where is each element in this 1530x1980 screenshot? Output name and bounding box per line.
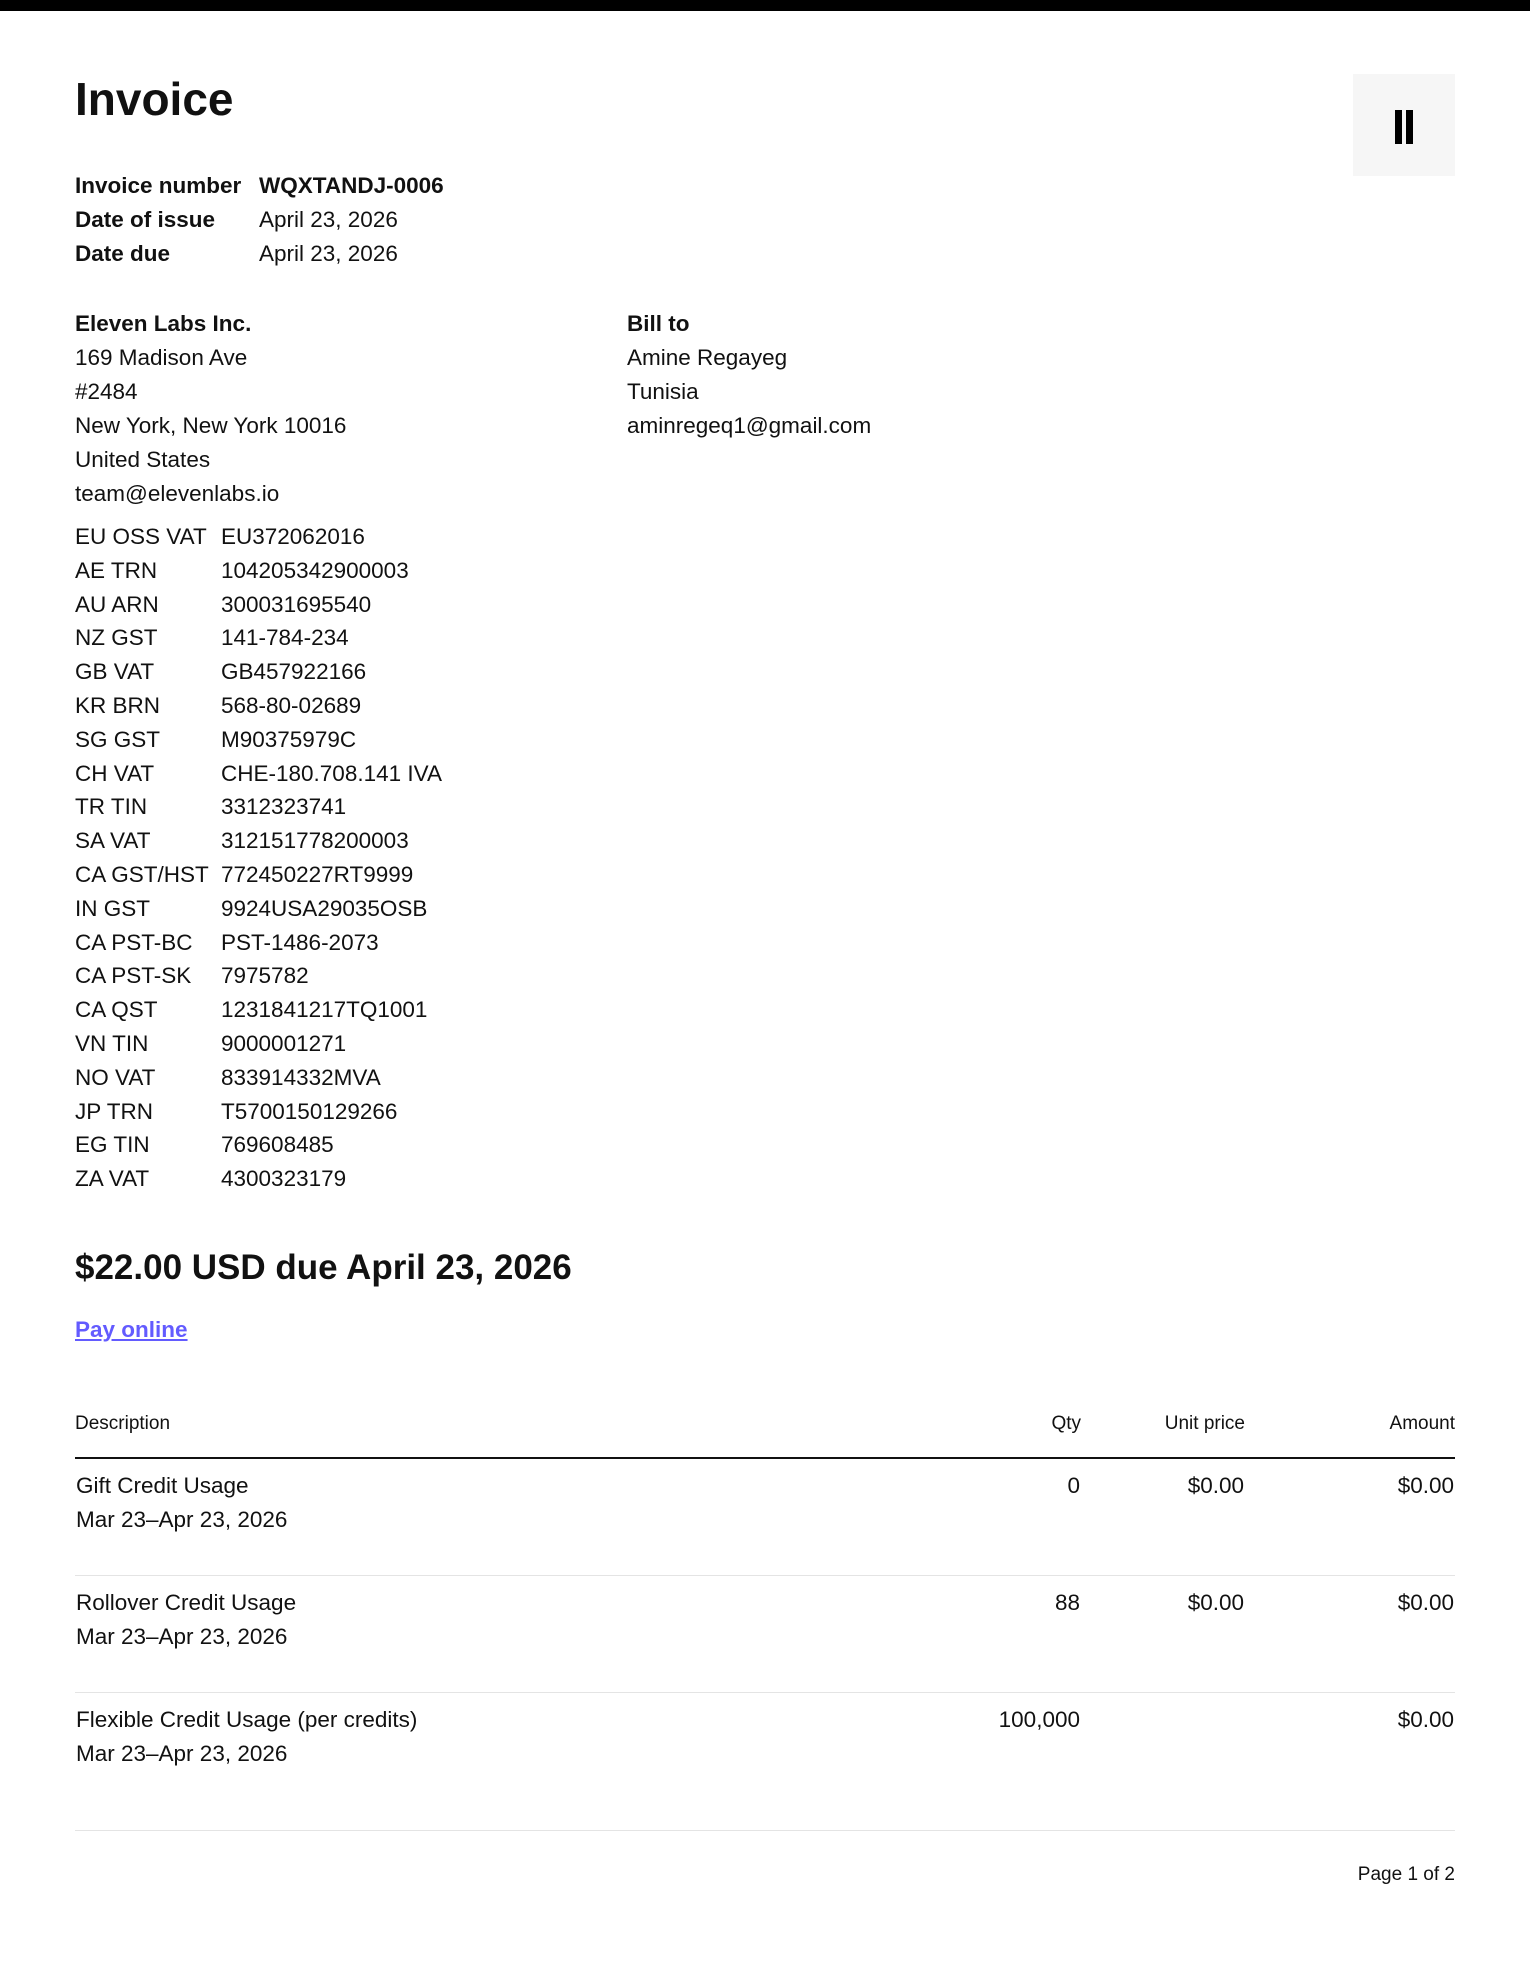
table-row [75,1693,1455,1831]
meta-value: WQXTANDJ-0006 [259,173,444,198]
line-item-description-cell [75,1458,909,1576]
invoice-meta [75,169,444,271]
tax-id-list [75,520,442,1196]
customer-name: Amine Regayeg [627,345,788,370]
tax-id-label: AE TRN [75,557,158,583]
seller-name: Eleven Labs Inc. [75,311,252,336]
tax-id-label: EG TIN [75,1132,150,1158]
logo-bar [1406,110,1413,144]
tax-id-row [75,520,442,554]
tax-id-row [75,554,442,588]
line-item-description: Gift Credit Usage [76,1473,249,1498]
tax-id-label: TR TIN [75,794,148,820]
line-item-unit-price: $0.00 [1081,1458,1245,1576]
tax-id-row [75,926,442,960]
column-header-description: Description [75,1413,909,1458]
meta-row-invoice-number [75,169,444,203]
bill-to-heading: Bill to [627,311,690,336]
pay-online-link[interactable]: Pay online [75,1317,188,1342]
tax-id-value: 312151778200003 [221,828,409,854]
tax-id-row [75,858,442,892]
tax-id-value: 141-784-234 [221,625,349,651]
meta-row-date-of-issue [75,203,444,237]
tax-id-label: NO VAT [75,1064,156,1090]
tax-id-value: 568-80-02689 [221,692,362,718]
table-header-row [75,1413,1455,1458]
amount-due-heading: $22.00 USD due April 23, 2026 [75,1248,572,1287]
customer-email: aminregeq1@gmail.com [627,413,872,438]
tax-id-row [75,959,442,993]
meta-label: Date due [75,241,171,266]
line-item-description-cell [75,1693,909,1831]
tax-id-value: 769608485 [221,1132,334,1158]
meta-value: April 23, 2026 [259,241,398,266]
tax-id-row [75,757,442,791]
tax-id-row [75,588,442,622]
tax-id-value: 9924USA29035OSB [221,895,428,921]
seller-address-line: United States [75,447,211,472]
seller-address-line: #2484 [75,379,138,404]
tax-id-label: GB VAT [75,659,155,685]
tax-id-row [75,1095,442,1129]
tax-id-row [75,790,442,824]
tax-id-label: SG GST [75,726,161,752]
tax-id-value: 300031695540 [221,591,372,617]
tax-id-value: 9000001271 [221,1030,347,1056]
tax-id-value: GB457922166 [221,659,367,685]
meta-value: April 23, 2026 [259,207,398,232]
table-row [75,1576,1455,1693]
tax-id-row [75,621,442,655]
tax-id-row [75,1128,442,1162]
tax-id-row [75,655,442,689]
tax-id-row [75,689,442,723]
tax-id-label: VN TIN [75,1030,149,1056]
tax-id-row [75,824,442,858]
line-item-description: Flexible Credit Usage (per credits) [76,1707,418,1732]
tax-id-row [75,1162,442,1196]
line-item-qty: 0 [909,1458,1081,1576]
tax-id-label: KR BRN [75,692,161,718]
line-item-qty: 88 [909,1576,1081,1693]
line-item-period: Mar 23–Apr 23, 2026 [76,1624,288,1649]
invoice-title: Invoice [75,73,234,125]
column-header-amount: Amount [1245,1413,1455,1458]
bill-to-address [627,307,871,443]
top-border [0,0,1530,11]
tax-id-row [75,1061,442,1095]
tax-id-row [75,723,442,757]
tax-id-value: 833914332MVA [221,1064,381,1090]
meta-label: Date of issue [75,207,216,232]
line-item-unit-price: $0.00 [1081,1576,1245,1693]
tax-id-label: CA QST [75,997,158,1023]
tax-id-value: M90375979C [221,726,357,752]
line-item-period: Mar 23–Apr 23, 2026 [76,1507,288,1532]
line-item-amount: $0.00 [1245,1458,1455,1576]
tax-id-value: 1231841217TQ1001 [221,997,428,1023]
line-item-amount: $0.00 [1245,1576,1455,1693]
seller-address [75,307,346,511]
tax-id-value: CHE-180.708.141 IVA [221,760,442,786]
tax-id-row [75,1027,442,1061]
tax-id-value: EU372062016 [221,524,365,549]
tax-id-row [75,892,442,926]
elevenlabs-logo-icon [1353,74,1455,176]
tax-id-value: T5700150129266 [221,1098,398,1124]
line-item-period: Mar 23–Apr 23, 2026 [76,1741,288,1766]
seller-email: team@elevenlabs.io [75,481,280,506]
tax-id-value: 104205342900003 [221,557,409,583]
tax-id-row [75,993,442,1027]
tax-id-label: SA VAT [75,828,151,854]
line-item-description-cell [75,1576,909,1693]
seller-address-line: 169 Madison Ave [75,345,248,370]
line-item-amount: $0.00 [1245,1693,1455,1831]
page-number: Page 1 of 2 [1357,1864,1455,1885]
seller-address-line: New York, New York 10016 [75,413,347,438]
tax-id-value: 772450227RT9999 [221,861,414,887]
meta-row-date-due [75,237,444,271]
tax-id-label: CA PST-SK [75,963,192,989]
line-item-description: Rollover Credit Usage [76,1590,297,1615]
tax-id-label: CA GST/HST [75,861,209,887]
line-item-qty: 100,000 [909,1693,1081,1831]
tax-id-value: 4300323179 [221,1166,347,1192]
column-header-unit-price: Unit price [1081,1413,1245,1458]
tax-id-value: 3312323741 [221,794,347,820]
tax-id-label: ZA VAT [75,1166,150,1192]
tax-id-label: EU OSS VAT [75,524,207,549]
logo-bar [1395,110,1402,144]
tax-id-label: AU ARN [75,591,159,617]
table-row [75,1458,1455,1576]
tax-id-label: CH VAT [75,760,155,786]
line-item-unit-price [1081,1693,1245,1831]
column-header-qty: Qty [909,1413,1081,1458]
tax-id-label: NZ GST [75,625,158,651]
meta-label: Invoice number [75,173,242,198]
tax-id-label: IN GST [75,895,151,921]
tax-id-label: JP TRN [75,1098,153,1124]
tax-id-label: CA PST-BC [75,929,193,955]
line-items-table [75,1413,1455,1831]
customer-country: Tunisia [627,379,699,404]
tax-id-value: PST-1486-2073 [221,929,379,955]
tax-id-value: 7975782 [221,963,309,989]
